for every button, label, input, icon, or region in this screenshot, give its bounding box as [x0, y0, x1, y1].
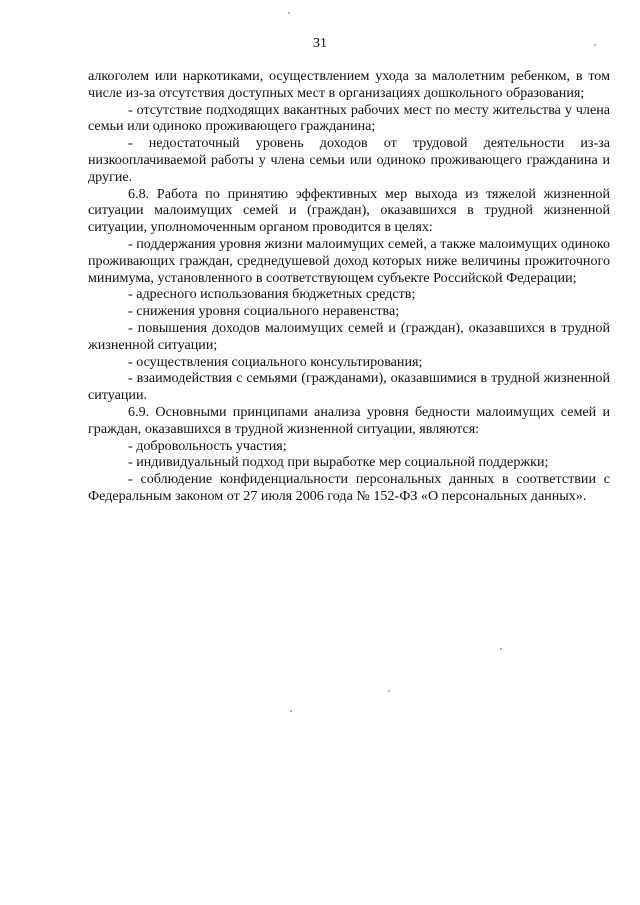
list-item-social-counseling: - осуществления социального консультирования;: [128, 353, 423, 370]
list-item-budget-funds: - адресного использования бюджетных средств;: [128, 286, 416, 303]
list-item-living-standard: - поддержания уровня жизни малоимущих семей, а также малоимущих одиноко проживающих граждан, среднедушевой доход которых ниже величины прожиточного минимума, установленного в соответствующем субъекте Российской Федерации;: [88, 235, 610, 286]
list-item-no-vacancies: - отсутствие подходящих вакантных рабочих мест по месту жительства у члена семьи или одиноко проживающего гражданина;: [88, 101, 610, 135]
list-item-interaction: - взаимодействия с семьями (гражданами), оказавшимися в трудной жизненной ситуации.: [88, 370, 610, 404]
list-item-voluntary: - добровольность участия;: [128, 437, 287, 454]
paragraph-6-8: 6.8. Работа по принятию эффективных мер выхода из тяжелой жизненной ситуации малоимущих семей и (граждан), оказавшихся в трудной жизненной ситуации, уполномоченным органом проводится в целях:: [88, 185, 610, 236]
list-item-confidentiality: - соблюдение конфиденциальности персональных данных в соответствии с Федеральным законом от 27 июля 2006 года № 152-ФЗ «О персональных данных».: [88, 471, 610, 504]
page-number: 31: [313, 36, 327, 51]
list-item-individual-approach: - индивидуальный подход при выработке мер социальной поддержки;: [128, 454, 549, 471]
scan-speck: [288, 12, 290, 14]
scan-speck: [388, 690, 390, 692]
list-item-income-increase: - повышения доходов малоимущих семей и (граждан), оказавшихся в трудной жизненной ситуации;: [88, 319, 610, 353]
scan-speck: [290, 710, 292, 712]
list-item-low-income: - недостаточный уровень доходов от трудовой деятельности из-за низкооплачиваемой работы у члена семьи или одиноко проживающего гражданина и другие.: [88, 135, 610, 185]
paragraph-continuation: алкоголем или наркотиками, осуществлением ухода за малолетним ребенком, в том числе из-за отсутствия доступных мест в организациях дошкольного образования;: [88, 68, 610, 101]
list-item-inequality: - снижения уровня социального неравенства;: [128, 303, 400, 320]
scan-speck: [500, 648, 502, 650]
paragraph-6-9: 6.9. Основными принципами анализа уровня бедности малоимущих семей и граждан, оказавшихся в трудной жизненной ситуации, являются:: [88, 403, 610, 437]
scan-speck: [594, 44, 596, 46]
document-body: [88, 68, 610, 505]
